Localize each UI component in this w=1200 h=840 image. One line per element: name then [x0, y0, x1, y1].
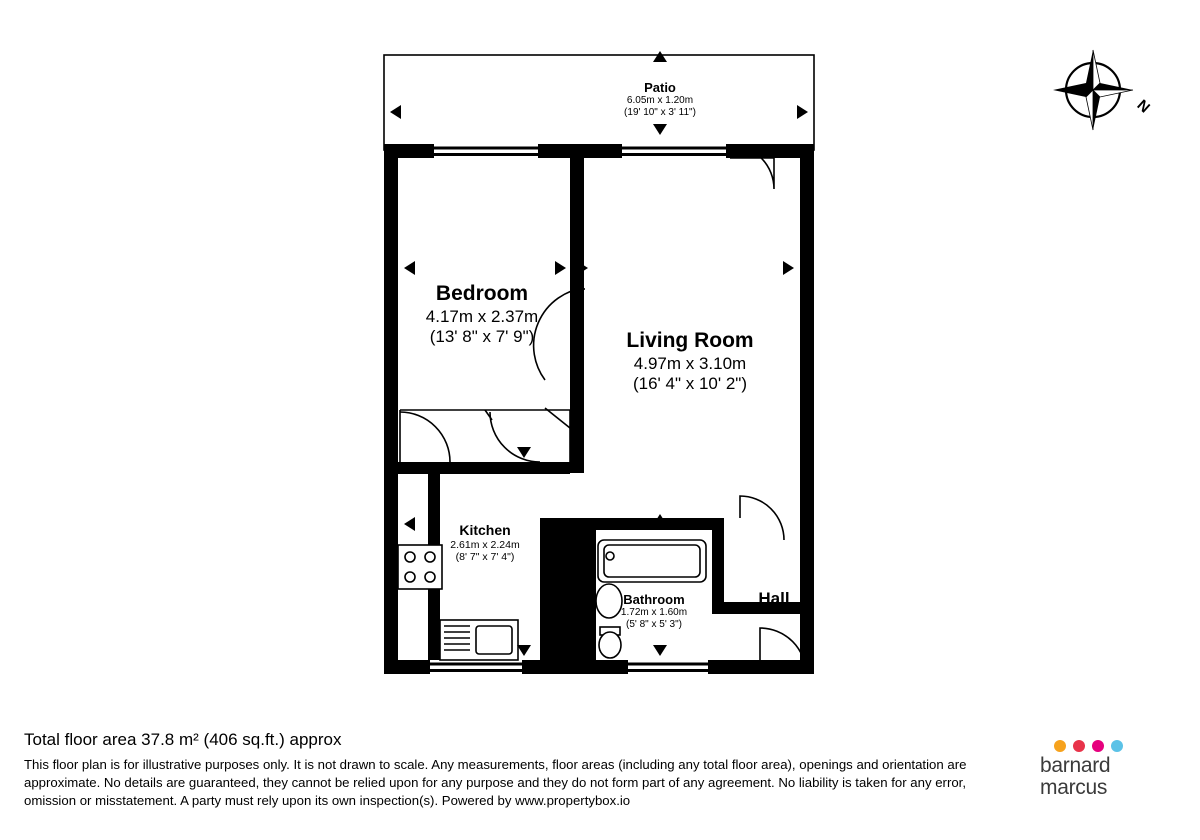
disclaimer-text: This floor plan is for illustrative purposes only. It is not drawn to scale. Any measurements, floor areas (including any total floor area), openings and orientation are approximate. No details are guaranteed, they cannot be relied upon for any purpose and they do not form part of any agreement. No liability is taken for any error, omission or misstatement. A party must rely upon its own inspection(s). Powered by www.propertybox.io — [24, 757, 967, 809]
footer — [24, 730, 974, 810]
compass-label-north: N — [1133, 96, 1153, 117]
brand-dots — [1054, 740, 1170, 752]
room-label-kitchen: Kitchen 2.61m x 2.24m (8' 7" x 7' 4") — [450, 522, 520, 563]
internal-walls — [398, 158, 800, 660]
room-label-hall: Hall — [758, 589, 790, 608]
brand-logo — [1040, 740, 1170, 798]
brand-dot-3 — [1092, 740, 1104, 752]
brand-name-line2: marcus — [1040, 775, 1108, 799]
brand-dot-2 — [1073, 740, 1085, 752]
total-floor-area: Total floor area 37.8 m² (406 sq.ft.) approx — [24, 730, 342, 749]
room-label-bedroom: Bedroom 4.17m x 2.37m (13' 8" x 7' 9") — [425, 282, 539, 346]
brand-name-line1: barnard — [1040, 754, 1111, 777]
compass-icon — [1053, 50, 1133, 130]
room-label-living-room: Living Room 4.97m x 3.10m (16' 4" x 10' 2") — [626, 329, 754, 393]
brand-dot-4 — [1111, 740, 1123, 752]
room-label-patio: Patio 6.05m x 1.20m (19' 10" x 3' 11") — [624, 80, 696, 119]
brand-dot-1 — [1054, 740, 1066, 752]
room-label-bathroom: Bathroom 1.72m x 1.60m (5' 8" x 5' 3") — [620, 592, 688, 631]
